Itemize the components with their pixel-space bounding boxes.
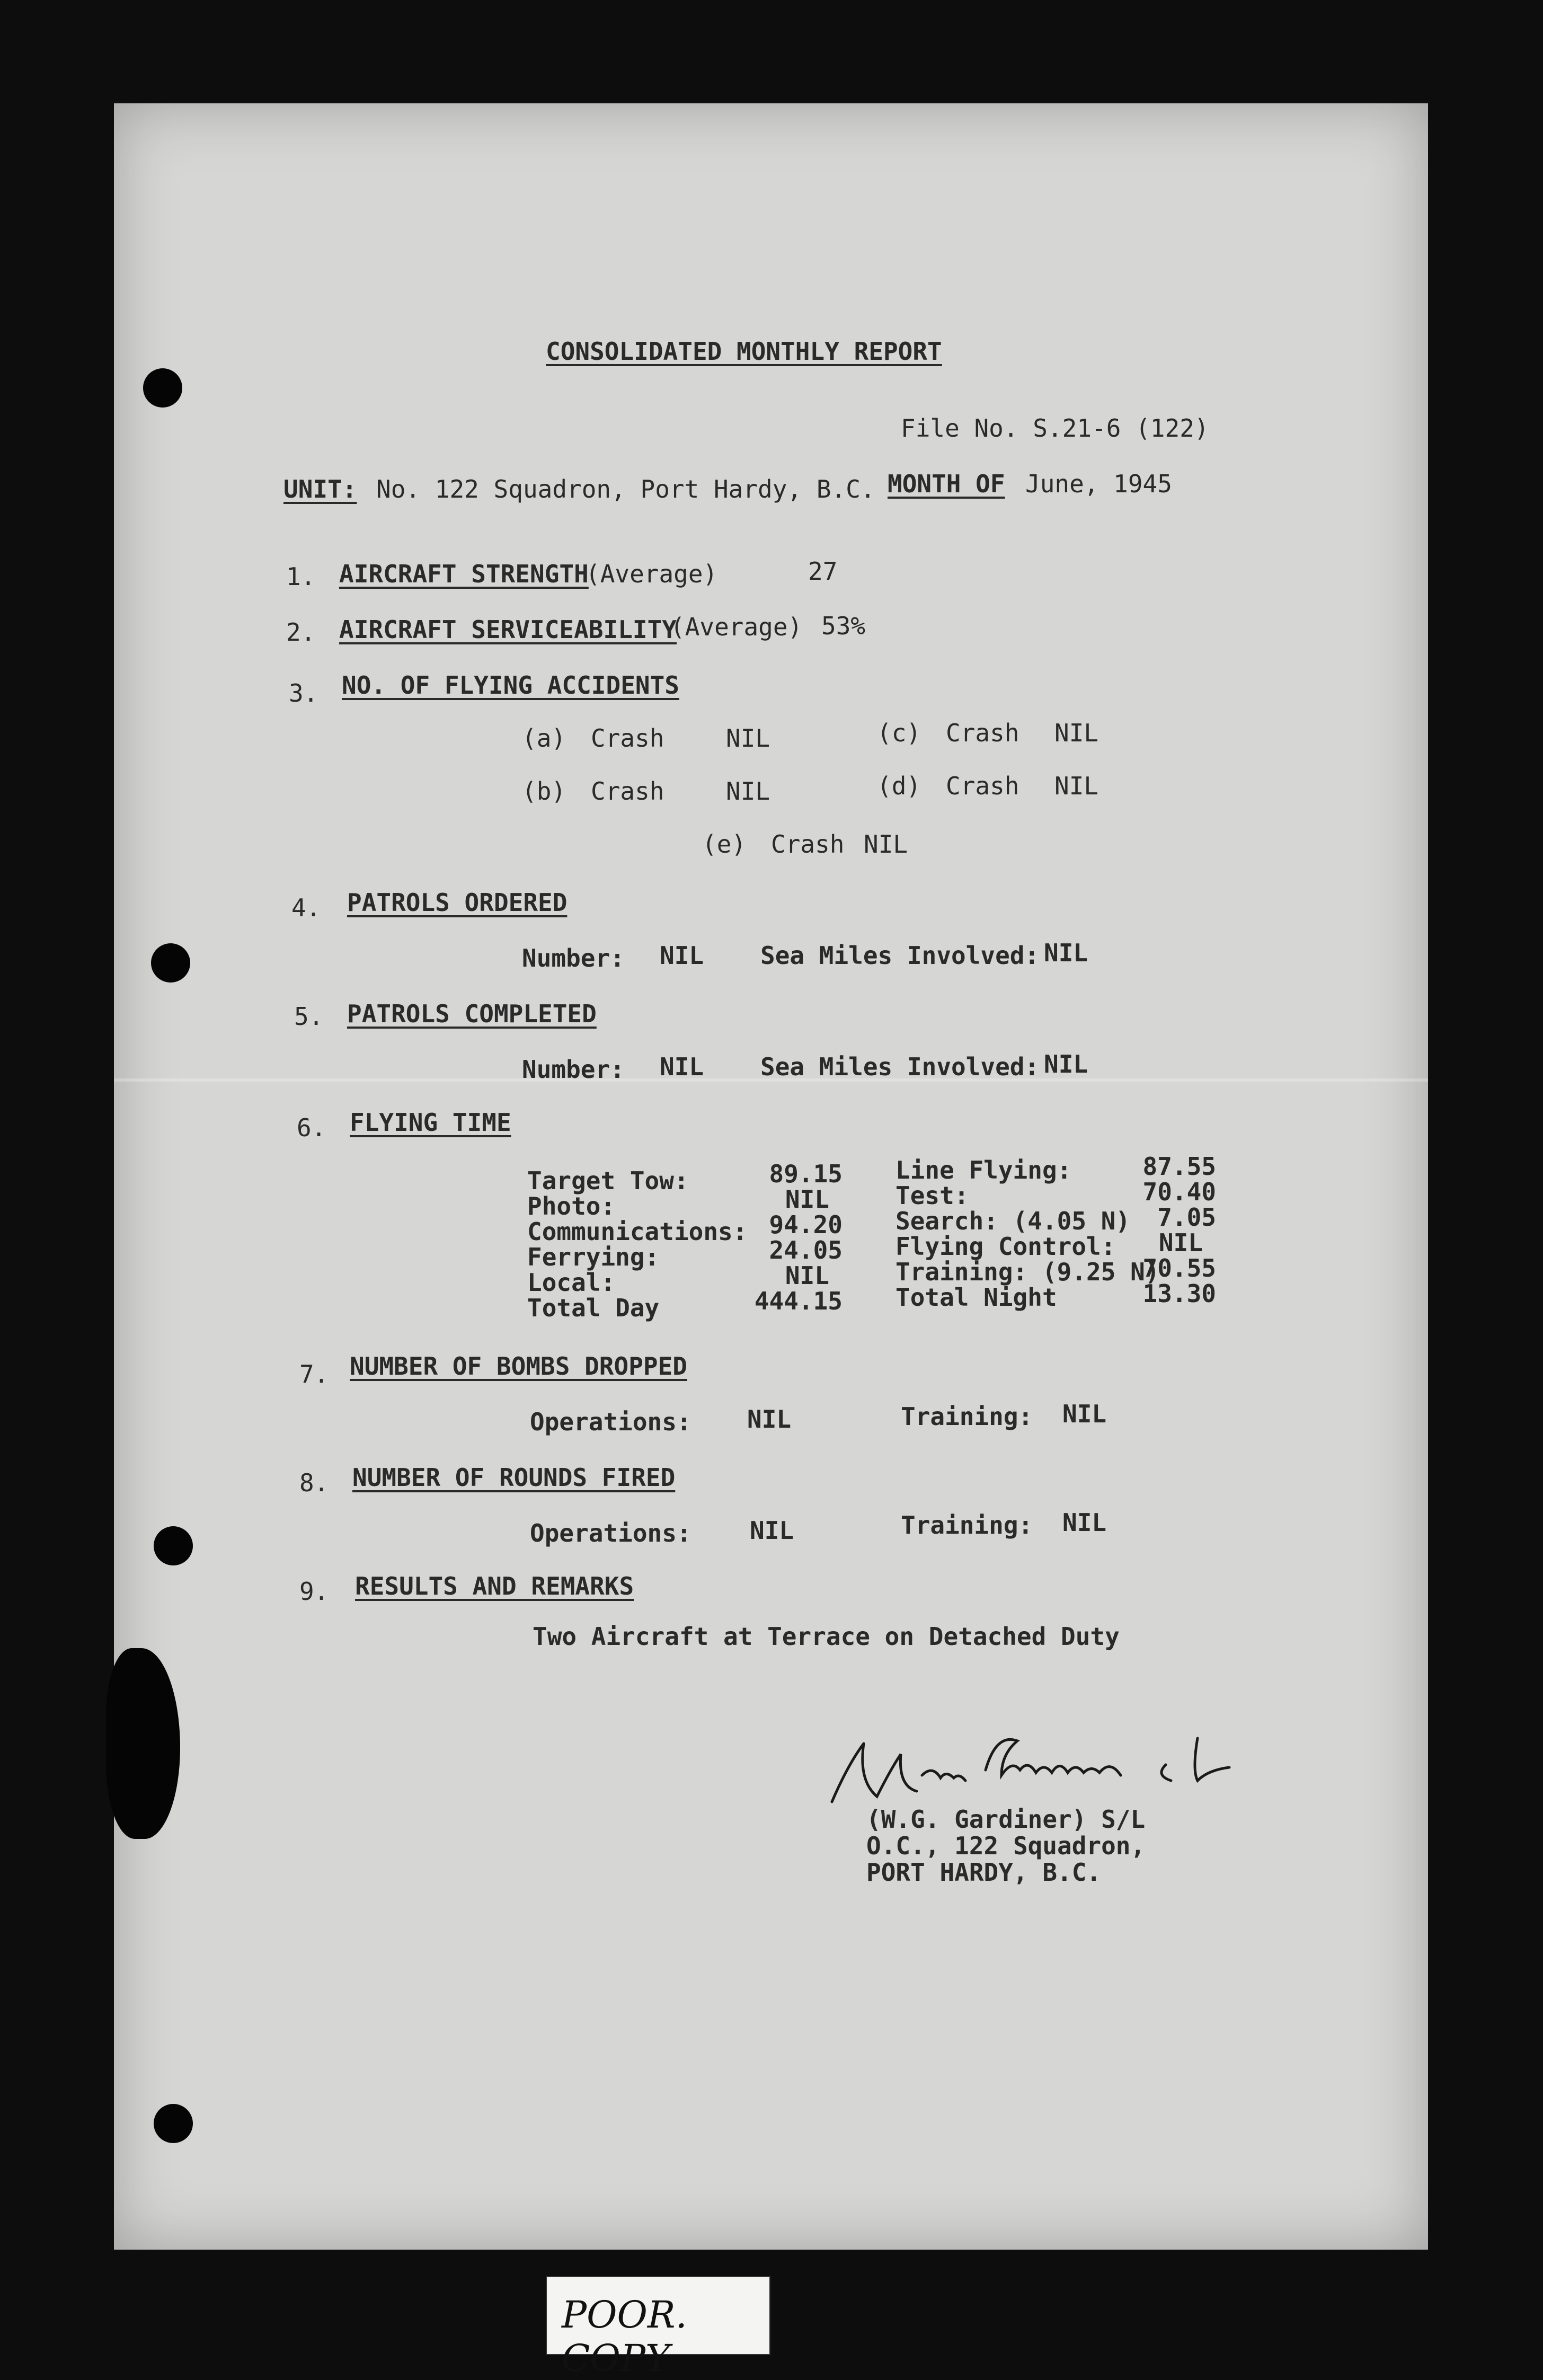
punch-hole (151, 943, 190, 983)
accident-value: NIL (1054, 719, 1099, 747)
rounds-training-value: NIL (1062, 1508, 1107, 1537)
patrols-ordered-number-value: NIL (660, 941, 704, 970)
section-title: NO. OF FLYING ACCIDENTS (342, 671, 679, 700)
month-value: June, 1945 (1025, 470, 1172, 498)
patrols-ordered-miles-value: NIL (1044, 939, 1088, 967)
section-title: NUMBER OF BOMBS DROPPED (350, 1352, 687, 1381)
unit-value: No. 122 Squadron, Port Hardy, B.C. (376, 475, 875, 503)
section-title: RESULTS AND REMARKS (355, 1572, 634, 1600)
flying-time-value: 444.15 (754, 1287, 843, 1315)
poor-copy-text: POOR. COPY (562, 2293, 687, 2380)
flying-time-value: 13.30 (1142, 1279, 1216, 1308)
accident-label: Crash (771, 830, 845, 859)
section-number: 3. (289, 679, 318, 707)
section-title: PATROLS COMPLETED (347, 999, 597, 1028)
section-number: 2. (286, 618, 316, 647)
signatory-name: (W.G. Gardiner) S/L (866, 1805, 1146, 1834)
section-number: 9. (299, 1577, 329, 1606)
accident-letter: (a) (522, 724, 566, 753)
section-title: FLYING TIME (350, 1108, 511, 1137)
accident-value: NIL (726, 724, 770, 753)
section-number: 1. (286, 562, 316, 591)
flying-time-label: Training: (9.25 N) (895, 1258, 1160, 1286)
bombs-training-value: NIL (1062, 1400, 1107, 1428)
punch-hole (154, 1526, 193, 1565)
accident-label: Crash (946, 772, 1019, 800)
bombs-training-label: Training: (901, 1402, 1033, 1431)
accident-label: Crash (591, 724, 664, 753)
flying-time-label: Target Tow: (527, 1166, 689, 1195)
rounds-training-label: Training: (901, 1511, 1033, 1540)
punch-hole (154, 2104, 193, 2143)
accident-letter: (d) (877, 772, 921, 800)
accident-letter: (b) (522, 777, 566, 806)
poor-copy-tag (546, 2276, 770, 2380)
handwritten-signature (827, 1722, 1240, 1812)
flying-time-label: Flying Control: (895, 1232, 1116, 1261)
patrols-completed-number-value: NIL (660, 1052, 704, 1081)
flying-time-label: Ferrying: (527, 1243, 660, 1271)
signatory-location: PORT HARDY, B.C. (866, 1858, 1102, 1887)
flying-time-value: 7.05 (1157, 1203, 1216, 1232)
flying-time-value: 89.15 (769, 1160, 843, 1188)
flying-time-label: Local: (527, 1268, 616, 1297)
patrols-completed-miles-label: Sea Miles Involved: (760, 1052, 1040, 1081)
flying-time-value: 87.55 (1142, 1152, 1216, 1181)
section-suffix: (Average) (670, 613, 803, 641)
section-number: 7. (299, 1360, 329, 1388)
patrols-completed-miles-value: NIL (1044, 1050, 1088, 1078)
accident-label: Crash (591, 777, 664, 806)
section-number: 8. (299, 1468, 329, 1497)
patrols-completed-number-label: Number: (522, 1055, 625, 1084)
rounds-operations-value: NIL (750, 1516, 794, 1545)
flying-time-label: Search: (4.05 N) (895, 1207, 1131, 1235)
section-title: AIRCRAFT SERVICEABILITY (339, 615, 677, 644)
flying-time-label: Test: (895, 1181, 969, 1210)
section-title: NUMBER OF ROUNDS FIRED (352, 1463, 676, 1492)
flying-time-value: NIL (785, 1261, 829, 1290)
flying-time-label: Photo: (527, 1192, 616, 1220)
section-number: 6. (297, 1113, 326, 1142)
punch-hole (143, 368, 182, 408)
serviceability-value: 53% (821, 612, 866, 640)
signatory-title: O.C., 122 Squadron, (866, 1832, 1146, 1860)
aircraft-strength-value: 27 (808, 557, 838, 586)
month-label: MONTH OF (888, 470, 1005, 498)
section-title: AIRCRAFT STRENGTH (339, 560, 589, 588)
accident-value: NIL (726, 777, 770, 806)
accident-label: Crash (946, 719, 1019, 747)
flying-time-value: NIL (1158, 1228, 1203, 1257)
section-number: 5. (294, 1002, 324, 1031)
flying-time-label: Total Day (527, 1294, 660, 1322)
patrols-ordered-miles-label: Sea Miles Involved: (760, 941, 1040, 970)
flying-time-label: Line Flying: (895, 1156, 1072, 1184)
section-title: PATROLS ORDERED (347, 888, 567, 917)
bombs-operations-value: NIL (747, 1405, 792, 1434)
flying-time-value: NIL (785, 1185, 829, 1214)
section-suffix: (Average) (586, 560, 718, 588)
rounds-operations-label: Operations: (530, 1519, 691, 1547)
flying-time-label: Total Night (895, 1283, 1057, 1312)
bombs-operations-label: Operations: (530, 1408, 691, 1436)
flying-time-value: 70.40 (1142, 1178, 1216, 1206)
flying-time-value: 24.05 (769, 1236, 843, 1264)
flying-time-value: 94.20 (769, 1210, 843, 1239)
unit-label: UNIT: (283, 475, 357, 503)
section-number: 4. (291, 893, 321, 922)
accident-letter: (e) (702, 830, 747, 859)
accident-value: NIL (864, 830, 908, 859)
accident-letter: (c) (877, 719, 921, 747)
patrols-ordered-number-label: Number: (522, 944, 625, 972)
accident-value: NIL (1054, 772, 1099, 800)
remarks-text: Two Aircraft at Terrace on Detached Duty (533, 1622, 1120, 1651)
flying-time-value: 70.55 (1142, 1254, 1216, 1282)
file-number: File No. S.21-6 (122) (901, 414, 1209, 443)
flying-time-label: Communications: (527, 1217, 748, 1246)
report-title: CONSOLIDATED MONTHLY REPORT (546, 337, 942, 366)
